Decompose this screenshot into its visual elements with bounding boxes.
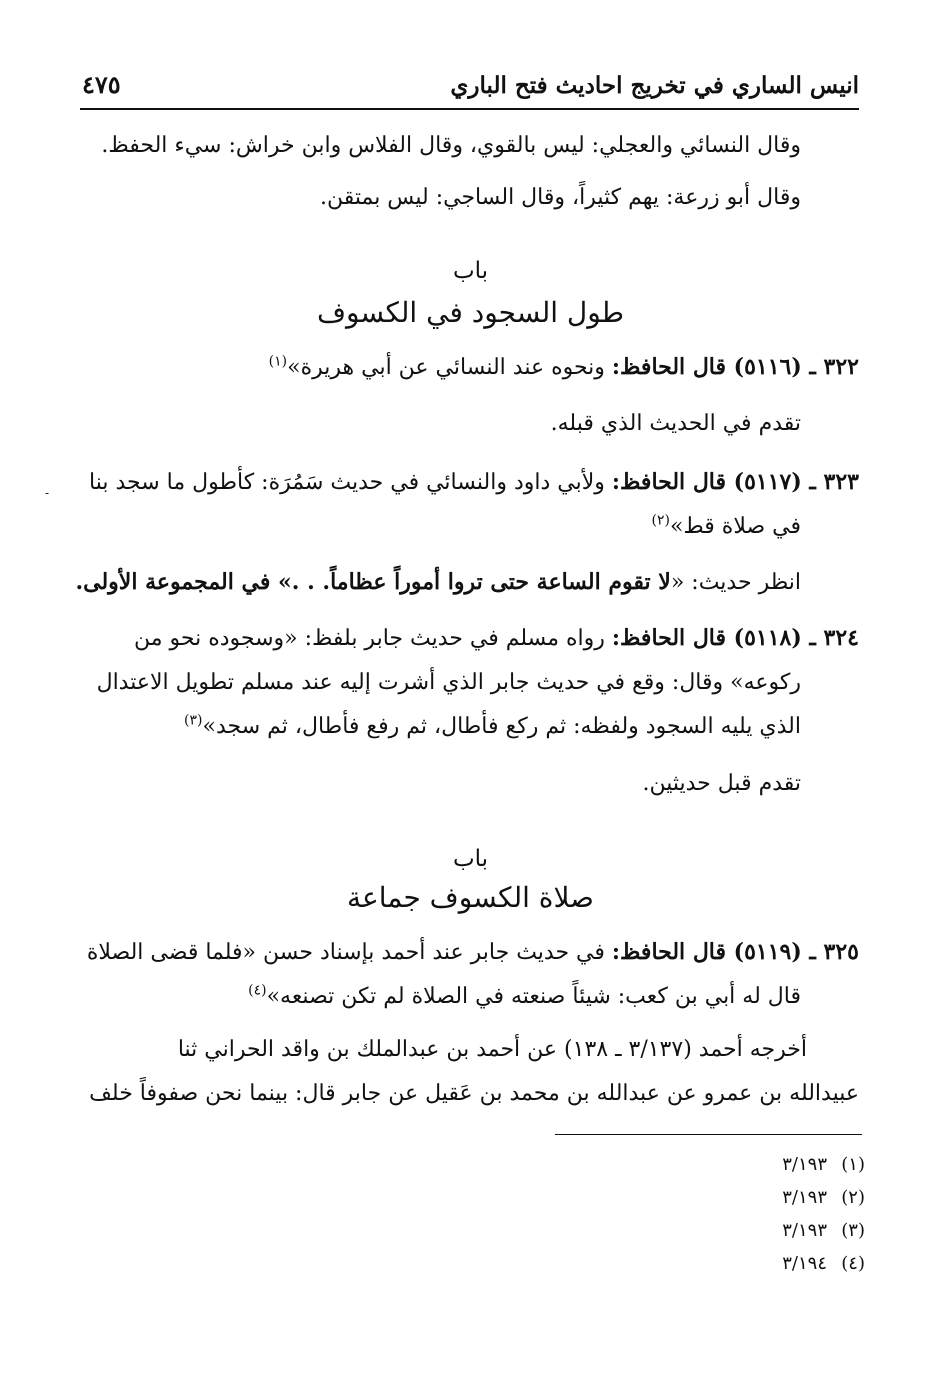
- footnote-ref: (٤): [248, 982, 267, 999]
- entry-323: [90, 460, 859, 549]
- entry-number: ٣٢٤ ـ (٥١١٨) قال الحافظ:: [611, 625, 859, 651]
- intro-line-1: وقال النسائي والعجلي: ليس بالقوي، وقال الفلاس وابن خراش: سيء الحفظ.: [101, 133, 801, 158]
- takhrij-paragraph: أخرجه أحمد (٣/١٣٧ ـ ١٣٨) عن أحمد بن عبدالملك بن واقد الحراني ثنا عبيدالله بن عمرو عن عبدالله بن محمد بن عَقيل عن جابر قال: بينما نحن صفوفاً خلف: [89, 1037, 859, 1106]
- entry-324-note: تقدم قبل حديثين.: [642, 771, 801, 796]
- margin-mark: -: [45, 486, 50, 500]
- footnote-item: (٣)٣/١٩٣: [782, 1220, 865, 1241]
- entry-322: [90, 345, 859, 390]
- bab-label-2: باب: [452, 846, 489, 872]
- book-title: انيس الساري في تخريج احاديث فتح الباري: [450, 72, 859, 99]
- entry-text: رواه مسلم في حديث جابر بلفظ: «وسجوده نحو من: [134, 626, 605, 651]
- entry-325: ٣٢٥ ـ (٥١١٩) قال الحافظ: في حديث جابر عند أحمد بإسناد حسن «فلما قضى الصلاة قال له أبي بن كعب: شيئاً صنعته في الصلاة لم تكن تصنعه»$^{(٤)}$: [86, 939, 859, 1009]
- footnote-item: (٢)٣/١٩٣: [782, 1187, 865, 1208]
- entry-324: ٣٢٤ ـ (٥١١٨) قال الحافظ: رواه مسلم في حديث جابر بلفظ: «وسجوده نحو من ركوعه» وقال: وقع في حديث جابر الذي أشرت إليه عند مسلم تطويل الاعتدال الذي يليه السجود ولفظه: ثم ركع فأطال، ثم رفع فأطال، ثم سجد»$^{(٣)}$: [96, 625, 859, 739]
- entry-text: ونحوه عند النسائي عن أبي هريرة»: [287, 355, 605, 380]
- footnote-item: (٤)٣/١٩٤: [782, 1253, 865, 1274]
- intro-line-2: وقال أبو زرعة: يهم كثيراً، وقال الساجي: ليس بمتقن.: [319, 185, 801, 210]
- footnotes: [782, 1148, 865, 1280]
- entry-number: ٣٢٢ ـ (٥١١٦) قال الحافظ:: [611, 354, 859, 380]
- entry-text: ولأبي داود والنسائي في حديث سَمُرَة: كأطول ما سجد بنا: [89, 470, 605, 495]
- footnote-ref: (٢): [651, 512, 670, 529]
- footnote-ref: (١): [268, 353, 288, 370]
- entry-text: في حديث جابر عند أحمد بإسناد حسن «فلما قضى الصلاة: [86, 940, 605, 965]
- bab-label-1: باب: [452, 258, 489, 284]
- entry-322-note: تقدم في الحديث الذي قبله.: [550, 411, 801, 436]
- bab-title-2: صلاة الكسوف جماعة: [347, 881, 594, 914]
- footnote-ref: (٣): [184, 712, 203, 729]
- entry-323-note: انظر حديث: «لا تقوم الساعة حتى تروا أموراً عظاماً. . .» في المجموعة الأولى.: [75, 569, 801, 595]
- running-header: [80, 68, 859, 110]
- entry-text-cont: في صلاة قط»: [669, 514, 801, 539]
- bab-title-1: طول السجود في الكسوف: [316, 296, 625, 329]
- entry-number: ٣٢٣ ـ (٥١١٧) قال الحافظ:: [611, 469, 859, 495]
- page-number: ٤٧٥: [82, 70, 121, 99]
- hadith-title: لا تقوم الساعة حتى تروا أموراً عظاماً. . .: [291, 569, 671, 595]
- entry-number: ٣٢٥ ـ (٥١١٩) قال الحافظ:: [611, 939, 859, 965]
- footnote-divider: [555, 1134, 862, 1135]
- footnote-item: (١)٣/١٩٣: [782, 1154, 865, 1175]
